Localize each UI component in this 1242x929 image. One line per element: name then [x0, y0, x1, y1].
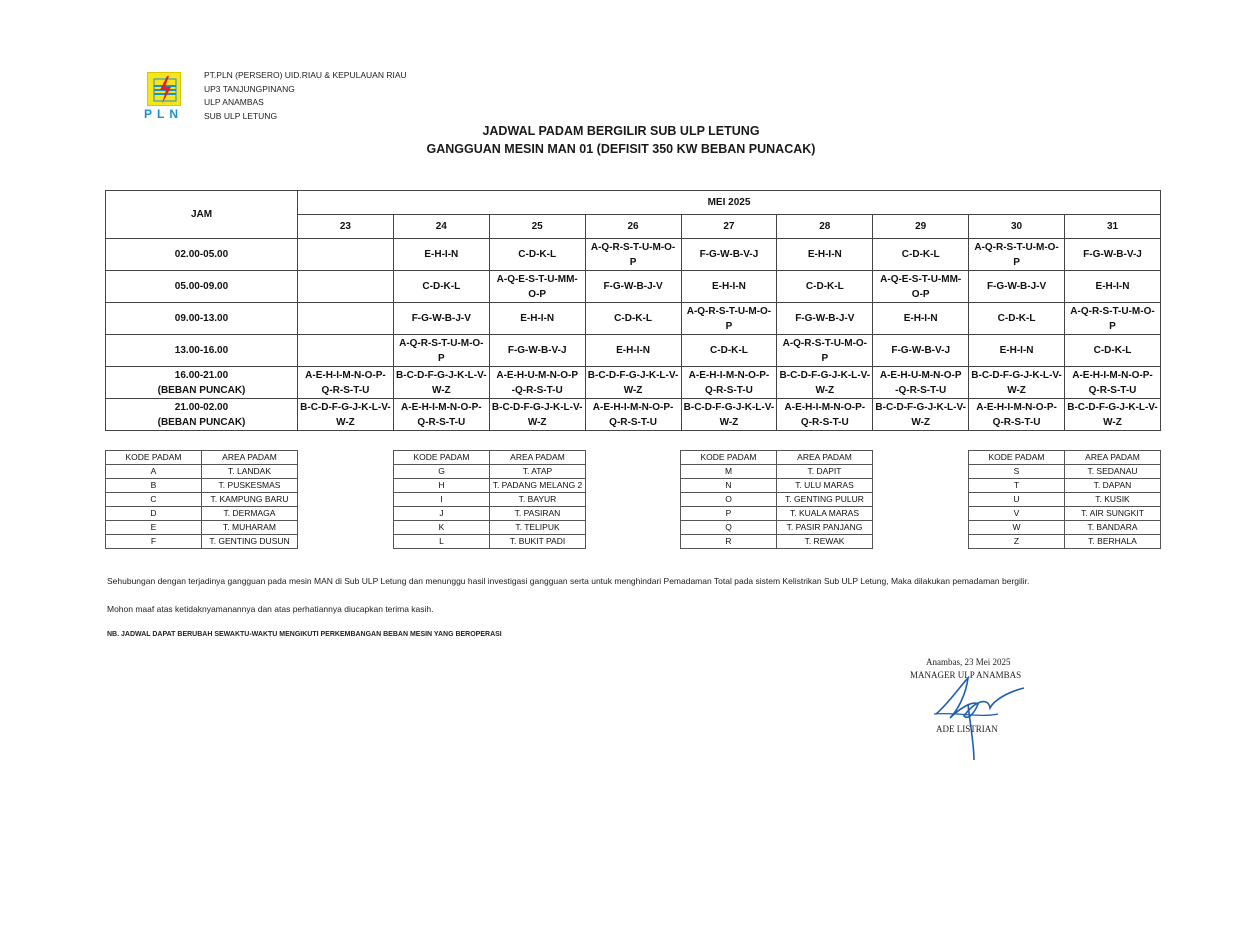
kode-area: T. BANDARA: [1065, 521, 1161, 535]
outage-cell: A-Q-E-S-T-U-MM- O-P: [873, 271, 969, 303]
kode-area: T. DAPIT: [777, 465, 873, 479]
outage-cell: B-C-D-F-G-J-K-L-V- W-Z: [969, 367, 1065, 399]
kode-area: T. MUHARAM: [202, 521, 298, 535]
kode-table: [105, 450, 298, 549]
outage-cell: A-E-H-I-M-N-O-P- Q-R-S-T-U: [1065, 367, 1161, 399]
kode-code: W: [969, 521, 1065, 535]
document-subtitle: GANGGUAN MESIN MAN 01 (DEFISIT 350 KW BEBAN PUNACAK): [426, 142, 816, 156]
header-line: PT.PLN (PERSERO) UID.RIAU & KEPULAUAN RIAU: [204, 70, 407, 80]
kode-code: N: [681, 479, 777, 493]
kode-code: F: [106, 535, 202, 549]
kode-code: C: [106, 493, 202, 507]
outage-cell: E-H-I-N: [873, 303, 969, 335]
day-header: 23: [298, 215, 394, 239]
kode-header: KODE PADAM: [681, 451, 777, 465]
outage-cell: A-E-H-U-M-N-O-P -Q-R-S-T-U: [489, 367, 585, 399]
day-header: 27: [681, 215, 777, 239]
kode-area: T. GENTING DUSUN: [202, 535, 298, 549]
outage-cell: [298, 303, 394, 335]
kode-header: KODE PADAM: [394, 451, 490, 465]
outage-cell: E-H-I-N: [585, 335, 681, 367]
month-header: MEI 2025: [298, 191, 1161, 215]
area-header: AREA PADAM: [777, 451, 873, 465]
outage-cell: B-C-D-F-G-J-K-L-V- W-Z: [585, 367, 681, 399]
kode-row: [394, 479, 586, 493]
time-note: (BEBAN PUNCAK): [157, 384, 246, 396]
kode-row: [394, 507, 586, 521]
outage-cell: A-Q-R-S-T-U-M-O- P: [585, 239, 681, 271]
time-range: 09.00-13.00: [174, 313, 229, 324]
outage-cell: A-E-H-I-M-N-O-P- Q-R-S-T-U: [393, 399, 489, 431]
apology-paragraph: Mohon maaf atas ketidaknyamanannya dan atas perhatiannya diucapkan terima kasih.: [107, 604, 434, 614]
kode-row: [969, 507, 1161, 521]
outage-cell: A-Q-R-S-T-U-M-O- P: [777, 335, 873, 367]
outage-cell: F-G-W-B-V-J: [873, 335, 969, 367]
time-cell: [106, 271, 298, 303]
kode-header: KODE PADAM: [969, 451, 1065, 465]
kode-area: T. DAPAN: [1065, 479, 1161, 493]
kode-code: U: [969, 493, 1065, 507]
kode-row: [681, 493, 873, 507]
organization-header: [204, 69, 407, 123]
outage-cell: E-H-I-N: [681, 271, 777, 303]
pln-logo: [144, 72, 192, 122]
kode-area: T. TELIPUK: [490, 521, 586, 535]
time-range: 05.00-09.00: [174, 281, 229, 292]
kode-row: [969, 521, 1161, 535]
kode-code: K: [394, 521, 490, 535]
kode-code: P: [681, 507, 777, 521]
outage-cell: A-Q-R-S-T-U-M-O- P: [969, 239, 1065, 271]
jam-header: JAM: [106, 191, 298, 239]
outage-cell: C-D-K-L: [1065, 335, 1161, 367]
outage-cell: A-E-H-I-M-N-O-P- Q-R-S-T-U: [681, 367, 777, 399]
kode-code: A: [106, 465, 202, 479]
notice-paragraph: Sehubungan dengan terjadinya gangguan pada mesin MAN di Sub ULP Letung dan menunggu hasil investigasi gangguan serta untuk menghindari Pemadaman Total pada sistem Kelistrikan Sub ULP Letung, Maka dilakukan pemadaman bergilir.: [107, 576, 1030, 586]
outage-cell: B-C-D-F-G-J-K-L-V- W-Z: [489, 399, 585, 431]
area-header: AREA PADAM: [1065, 451, 1161, 465]
kode-code: L: [394, 535, 490, 549]
kode-area: T. ULU MARAS: [777, 479, 873, 493]
signature-place-date: Anambas, 23 Mei 2025: [926, 657, 1011, 667]
day-header: 30: [969, 215, 1065, 239]
kode-row: [106, 479, 298, 493]
kode-code: G: [394, 465, 490, 479]
day-header: 28: [777, 215, 873, 239]
outage-cell: A-E-H-I-M-N-O-P- Q-R-S-T-U: [298, 367, 394, 399]
outage-cell: [298, 335, 394, 367]
document-title: JADWAL PADAM BERGILIR SUB ULP LETUNG: [482, 124, 760, 138]
kode-row: [394, 465, 586, 479]
time-cell: [106, 303, 298, 335]
kode-code: Q: [681, 521, 777, 535]
outage-cell: F-G-W-B-J-V: [585, 271, 681, 303]
kode-area: T. SEDANAU: [1065, 465, 1161, 479]
kode-row: [969, 465, 1161, 479]
kode-row: [681, 479, 873, 493]
schedule-row: [106, 303, 1161, 335]
kode-area: T. KUALA MARAS: [777, 507, 873, 521]
kode-row: [394, 535, 586, 549]
outage-cell: F-G-W-B-J-V: [777, 303, 873, 335]
outage-cell: A-E-H-I-M-N-O-P- Q-R-S-T-U: [777, 399, 873, 431]
time-cell: [106, 239, 298, 271]
kode-row: [106, 521, 298, 535]
outage-cell: F-G-W-B-V-J: [681, 239, 777, 271]
kode-row: [681, 507, 873, 521]
outage-cell: F-G-W-B-V-J: [1065, 239, 1161, 271]
kode-row: [106, 493, 298, 507]
outage-cell: E-H-I-N: [969, 335, 1065, 367]
kode-row: [969, 493, 1161, 507]
pln-logo-text: PLN: [144, 107, 183, 121]
outage-cell: C-D-K-L: [681, 335, 777, 367]
schedule-row: [106, 335, 1161, 367]
kode-code: T: [969, 479, 1065, 493]
kode-code: H: [394, 479, 490, 493]
outage-cell: E-H-I-N: [393, 239, 489, 271]
schedule-row: [106, 271, 1161, 303]
header-line: SUB ULP LETUNG: [204, 110, 278, 121]
time-note: (BEBAN PUNCAK): [157, 416, 246, 428]
time-range: 21.00-02.00: [174, 401, 229, 413]
outage-cell: C-D-K-L: [777, 271, 873, 303]
kode-table: [393, 450, 586, 549]
kode-table: [968, 450, 1161, 549]
outage-cell: B-C-D-F-G-J-K-L-V- W-Z: [1065, 399, 1161, 431]
time-range: 02.00-05.00: [174, 249, 229, 260]
lightning-icon: [148, 73, 182, 107]
kode-area: T. REWAK: [777, 535, 873, 549]
header-line: ULP ANAMBAS: [204, 97, 264, 107]
outage-cell: B-C-D-F-G-J-K-L-V- W-Z: [393, 367, 489, 399]
day-header: 24: [393, 215, 489, 239]
day-header: 26: [585, 215, 681, 239]
day-header: 29: [873, 215, 969, 239]
kode-table: [680, 450, 873, 549]
kode-row: [969, 479, 1161, 493]
kode-code: E: [106, 521, 202, 535]
area-header: AREA PADAM: [202, 451, 298, 465]
kode-row: [969, 535, 1161, 549]
kode-row: [394, 521, 586, 535]
outage-cell: C-D-K-L: [393, 271, 489, 303]
header-line: UP3 TANJUNGPINANG: [204, 83, 295, 94]
schedule-row: [106, 399, 1161, 431]
day-header: 31: [1065, 215, 1161, 239]
outage-cell: A-Q-R-S-T-U-M-O- P: [681, 303, 777, 335]
outage-cell: F-G-W-B-J-V: [969, 271, 1065, 303]
outage-cell: A-E-H-U-M-N-O-P -Q-R-S-T-U: [873, 367, 969, 399]
schedule-row: [106, 239, 1161, 271]
outage-cell: E-H-I-N: [489, 303, 585, 335]
kode-area: T. PUSKESMAS: [202, 479, 298, 493]
kode-area: T. PASIRAN: [490, 507, 586, 521]
kode-code: D: [106, 507, 202, 521]
kode-row: [106, 535, 298, 549]
time-range: 13.00-16.00: [174, 345, 229, 356]
kode-row: [106, 507, 298, 521]
outage-cell: [298, 239, 394, 271]
kode-area: T. DERMAGA: [202, 507, 298, 521]
kode-code: B: [106, 479, 202, 493]
kode-area: T. LANDAK: [202, 465, 298, 479]
kode-code: J: [394, 507, 490, 521]
kode-area: T. PASIR PANJANG: [777, 521, 873, 535]
pln-logo-mark: [147, 72, 181, 106]
time-range: 16.00-21.00: [174, 369, 229, 381]
kode-code: I: [394, 493, 490, 507]
kode-area: T. GENTING PULUR: [777, 493, 873, 507]
outage-cell: B-C-D-F-G-J-K-L-V- W-Z: [873, 399, 969, 431]
kode-area: T. AIR SUNGKIT: [1065, 507, 1161, 521]
kode-row: [681, 465, 873, 479]
outage-cell: C-D-K-L: [585, 303, 681, 335]
kode-row: [681, 535, 873, 549]
kode-code: O: [681, 493, 777, 507]
outage-cell: B-C-D-F-G-J-K-L-V- W-Z: [298, 399, 394, 431]
time-cell: [106, 335, 298, 367]
outage-cell: A-Q-R-S-T-U-M-O- P: [1065, 303, 1161, 335]
outage-cell: B-C-D-F-G-J-K-L-V- W-Z: [777, 367, 873, 399]
kode-area: T. ATAP: [490, 465, 586, 479]
signature-role: MANAGER ULP ANAMBAS: [910, 670, 1022, 680]
kode-header: KODE PADAM: [106, 451, 202, 465]
schedule-table: [105, 190, 1161, 431]
kode-code: Z: [969, 535, 1065, 549]
kode-area: T. KAMPUNG BARU: [202, 493, 298, 507]
outage-cell: F-G-W-B-V-J: [489, 335, 585, 367]
kode-code: S: [969, 465, 1065, 479]
kode-area: T. BERHALA: [1065, 535, 1161, 549]
kode-area: T. BAYUR: [490, 493, 586, 507]
nb-note: NB. JADWAL DAPAT BERUBAH SEWAKTU-WAKTU MENGIKUTI PERKEMBANGAN BEBAN MESIN YANG BEROPERASI: [107, 631, 502, 638]
kode-row: [681, 521, 873, 535]
kode-code: R: [681, 535, 777, 549]
handwritten-signature: [928, 674, 1030, 762]
kode-code: M: [681, 465, 777, 479]
outage-cell: F-G-W-B-J-V: [393, 303, 489, 335]
schedule-row: [106, 367, 1161, 399]
outage-cell: C-D-K-L: [969, 303, 1065, 335]
outage-cell: A-Q-E-S-T-U-MM- O-P: [489, 271, 585, 303]
kode-area: T. PADANG MELANG 2: [490, 479, 586, 493]
outage-cell: C-D-K-L: [873, 239, 969, 271]
kode-area: T. KUSIK: [1065, 493, 1161, 507]
outage-cell: E-H-I-N: [777, 239, 873, 271]
outage-cell: B-C-D-F-G-J-K-L-V- W-Z: [681, 399, 777, 431]
outage-cell: A-Q-R-S-T-U-M-O- P: [393, 335, 489, 367]
kode-code: V: [969, 507, 1065, 521]
time-cell: [106, 399, 298, 431]
outage-cell: A-E-H-I-M-N-O-P- Q-R-S-T-U: [969, 399, 1065, 431]
kode-row: [106, 465, 298, 479]
area-header: AREA PADAM: [490, 451, 586, 465]
outage-cell: E-H-I-N: [1065, 271, 1161, 303]
day-header: 25: [489, 215, 585, 239]
outage-cell: A-E-H-I-M-N-O-P- Q-R-S-T-U: [585, 399, 681, 431]
outage-cell: [298, 271, 394, 303]
signature-name: ADE LISTRIAN: [936, 724, 998, 734]
kode-area: T. BUKIT PADI: [490, 535, 586, 549]
kode-row: [394, 493, 586, 507]
outage-cell: C-D-K-L: [489, 239, 585, 271]
time-cell: [106, 367, 298, 399]
